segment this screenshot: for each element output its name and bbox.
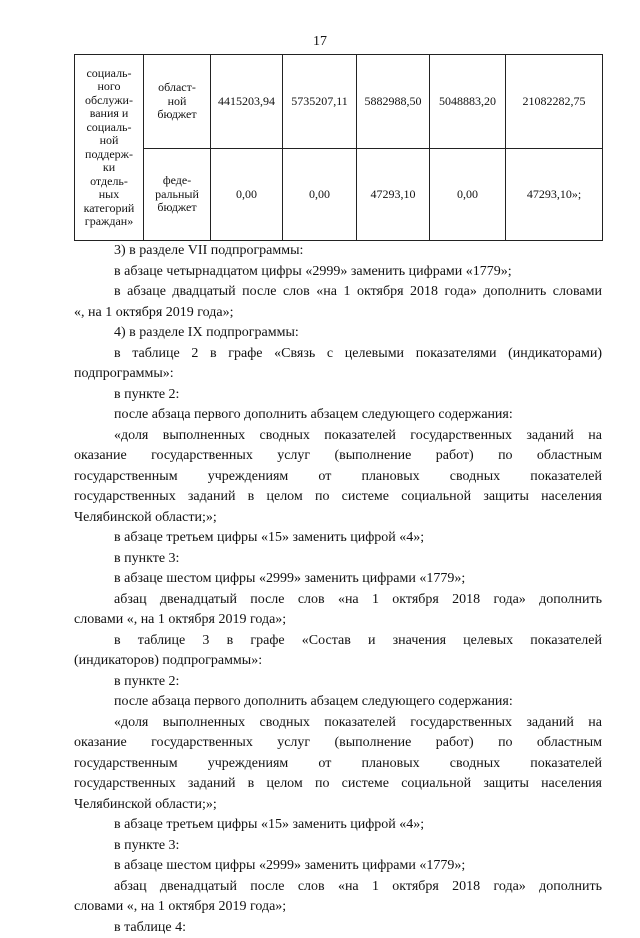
- value-cell: 4415203,94: [211, 55, 283, 149]
- text-line: Челябинской области;»;: [74, 508, 602, 529]
- text-line: государственным учреждениям от плановых сводных показателей: [74, 467, 602, 488]
- text-line: словами «, на 1 октября 2019 года»;: [74, 610, 602, 631]
- text-line: Челябинской области;»;: [74, 795, 602, 816]
- budget-source-cell: феде- ральный бюджет: [144, 149, 211, 241]
- text-line: в абзаце третьем цифры «15» заменить цифрой «4»;: [74, 528, 602, 549]
- text-line: в абзаце шестом цифры «2999» заменить цифрами «1779»;: [74, 569, 602, 590]
- text-line: «, на 1 октября 2019 года»;: [74, 303, 602, 324]
- value-cell: 5048883,20: [430, 55, 506, 149]
- value-cell: 21082282,75: [506, 55, 603, 149]
- budget-source-cell: област- ной бюджет: [144, 55, 211, 149]
- text-line: в пункте 2:: [74, 672, 602, 693]
- page-number: 17: [0, 34, 640, 50]
- value-cell: 0,00: [211, 149, 283, 241]
- text-line: абзац двенадцатый после слов «на 1 октября 2018 года» дополнить: [74, 877, 602, 898]
- text-line: в таблице 3 в графе «Состав и значения целевых показателей: [74, 631, 602, 652]
- text-line: в таблице 4:: [74, 918, 602, 938]
- text-line: в пункте 3:: [74, 836, 602, 857]
- value-cell: 47293,10»;: [506, 149, 603, 241]
- value-cell: 5735207,11: [283, 55, 357, 149]
- text-line: словами «, на 1 октября 2019 года»;: [74, 897, 602, 918]
- text-line: в абзаце двадцатый после слов «на 1 октября 2018 года» дополнить словами: [74, 282, 602, 303]
- text-line: в пункте 3:: [74, 549, 602, 570]
- text-line: 3) в разделе VII подпрограммы:: [74, 241, 602, 262]
- value-cell: 0,00: [430, 149, 506, 241]
- table-row: [75, 55, 603, 149]
- text-line: после абзаца первого дополнить абзацем следующего содержания:: [74, 692, 602, 713]
- text-line: (индикаторов) подпрограммы»:: [74, 651, 602, 672]
- text-line: подпрограммы»:: [74, 364, 602, 385]
- budget-table: [74, 54, 603, 241]
- text-line: оказание государственных услуг (выполнение работ) по областным: [74, 446, 602, 467]
- text-line: в абзаце шестом цифры «2999» заменить цифрами «1779»;: [74, 856, 602, 877]
- value-cell: 5882988,50: [357, 55, 430, 149]
- text-line: в абзаце четырнадцатом цифры «2999» заменить цифрами «1779»;: [74, 262, 602, 283]
- amendment-text: [74, 241, 602, 938]
- text-line: оказание государственных услуг (выполнение работ) по областным: [74, 733, 602, 754]
- value-cell: 47293,10: [357, 149, 430, 241]
- text-line: после абзаца первого дополнить абзацем следующего содержания:: [74, 405, 602, 426]
- text-line: государственным учреждениям от плановых сводных показателей: [74, 754, 602, 775]
- text-line: в пункте 2:: [74, 385, 602, 406]
- text-line: абзац двенадцатый после слов «на 1 октября 2018 года» дополнить: [74, 590, 602, 611]
- text-line: 4) в разделе IX подпрограммы:: [74, 323, 602, 344]
- text-line: «доля выполненных сводных показателей государственных заданий на: [74, 713, 602, 734]
- table-row: [75, 149, 603, 241]
- text-line: в абзаце третьем цифры «15» заменить цифрой «4»;: [74, 815, 602, 836]
- text-line: в таблице 2 в графе «Связь с целевыми показателями (индикаторами): [74, 344, 602, 365]
- text-line: «доля выполненных сводных показателей государственных заданий на: [74, 426, 602, 447]
- text-line: государственных заданий в целом по системе социальной защиты населения: [74, 487, 602, 508]
- text-line: государственных заданий в целом по системе социальной защиты населения: [74, 774, 602, 795]
- row-header-cell: социаль- ного обслужи- вания и социаль- ной поддерж- ки отдель- ных категорий граждан»: [75, 55, 144, 241]
- value-cell: 0,00: [283, 149, 357, 241]
